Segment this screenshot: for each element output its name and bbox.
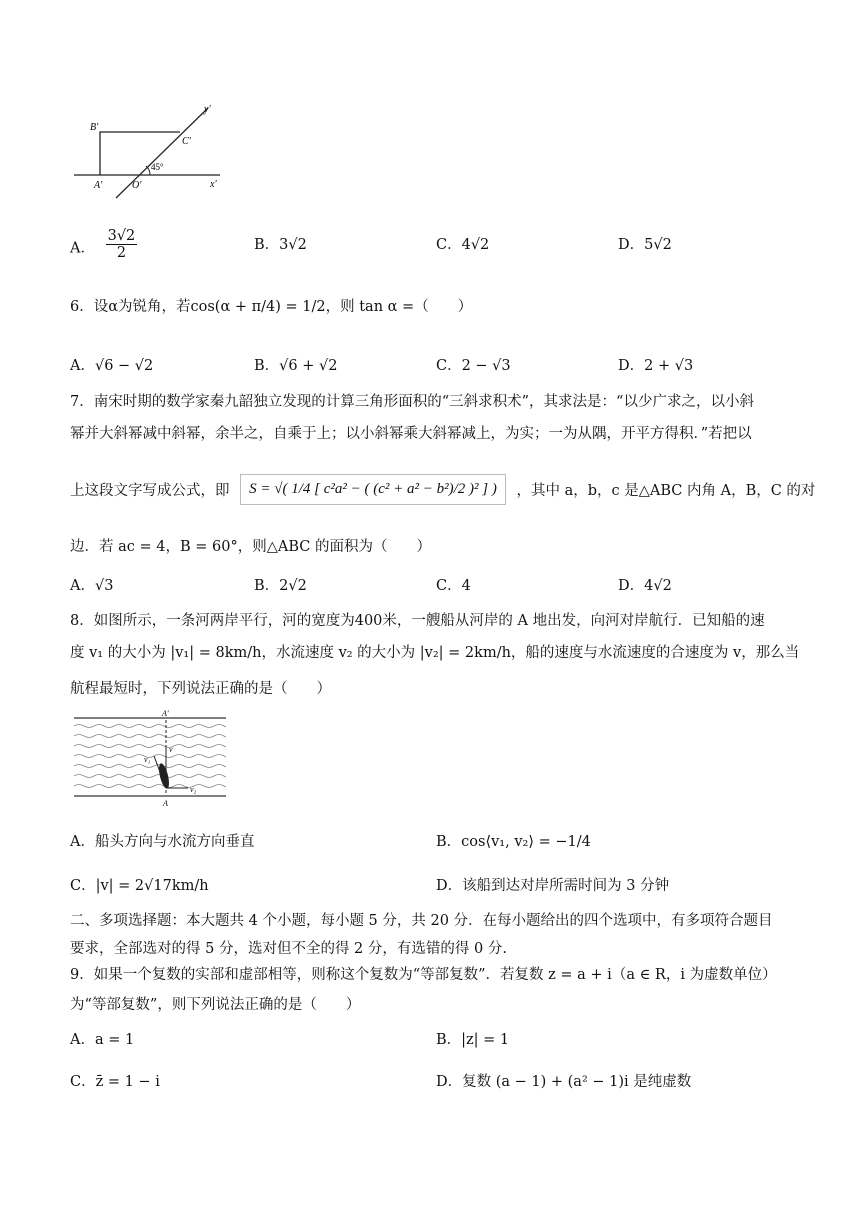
option-a-label: A．: [70, 240, 95, 257]
q8-option-d: D．该船到达对岸所需时间为 3 分钟: [436, 878, 670, 894]
fraction-denominator: 2: [116, 245, 127, 261]
q8-line-3: 航程最短时，下列说法正确的是（ ）: [70, 681, 331, 697]
fraction-numerator: 3√2: [107, 228, 136, 244]
q7-line-3-suffix: ，其中 a，b，c 是△ABC 内角 A，B，C 的对: [516, 483, 816, 499]
label-angle: 45°: [151, 162, 164, 172]
boat-shape: [157, 762, 171, 789]
oblique-axes-figure: [70, 100, 230, 200]
q8-line-2: 度 v₁ 的大小为 |v₁| = 8km/h，水流速度 v₂ 的大小为 |v₂| = 2km/h，船的速度与水流速度的合速度为 v，那么当: [70, 645, 800, 661]
q7-line-3-prefix: 上这段文字写成公式，即: [70, 483, 230, 499]
q8-option-b: B．cos⟨v₁, v₂⟩ = −1/4: [436, 834, 591, 850]
q7-option-d: D．4√2: [618, 578, 672, 594]
q8-line-1: 8．如图所示，一条河两岸平行，河的宽度为400米，一艘船从河岸的 A 地出发，向河对岸航行．已知船的速: [70, 613, 765, 629]
label-v1: v₁: [144, 755, 151, 764]
q9-line-2: 为“等部复数”，则下列说法正确的是（ ）: [70, 997, 361, 1013]
q7-line-2: 幂并大斜幂减中斜幂，余半之，自乘于上；以小斜幂乘大斜幂减上，为实；一为从隅，开平方得积．”若把以: [70, 426, 752, 442]
q6-stem: 6．设α为锐角，若cos(α + π/4) = 1/2，则 tan α =（ ）: [70, 299, 473, 315]
y-axis-line: [116, 108, 208, 198]
label-y: y': [204, 104, 211, 115]
label-o: O': [132, 180, 142, 191]
q7-option-b: B．2√2: [254, 578, 307, 594]
q7-line-4: 边．若 ac = 4，B = 60°，则△ABC 的面积为（ ）: [70, 539, 431, 555]
q9-option-c: C．z̄ = 1 − i: [70, 1074, 160, 1090]
label-a-prime: A': [162, 709, 169, 718]
section2-line-2: 要求，全部选对的得 5 分，选对但不全的得 2 分，有选错的得 0 分.: [70, 941, 507, 957]
option-a-fraction: [106, 228, 138, 261]
q6-option-c: C．2 − √3: [436, 358, 511, 374]
q9-option-b: B．|z| = 1: [436, 1032, 510, 1048]
label-x: x': [210, 179, 217, 190]
q5-option-c: C．4√2: [436, 237, 490, 253]
q5-option-d: D．5√2: [618, 237, 672, 253]
q7-option-a: A．√3: [70, 578, 114, 594]
q5-option-b: B．3√2: [254, 237, 307, 253]
label-v2: v₂: [190, 785, 197, 794]
q6-option-a: A．√6 − √2: [70, 358, 154, 374]
q8-option-a: A．船头方向与水流方向垂直: [70, 834, 255, 850]
q5-option-a: [70, 228, 137, 265]
q7-line-1: 7．南宋时期的数学家秦九韶独立发现的计算三角形面积的“三斜求积术”，其求法是：“以少广求之，以小斜: [70, 394, 754, 410]
label-c: C': [182, 136, 191, 147]
river-svg: [74, 708, 226, 808]
label-a: A': [94, 180, 103, 191]
river-figure: [74, 708, 226, 808]
q9-line-1: 9．如果一个复数的实部和虚部相等，则称这个复数为“等部复数”．若复数 z = a + i（a ∈ R，i 为虚数单位）: [70, 967, 777, 983]
q9-option-d: D．复数 (a − 1) + (a² − 1)i 是纯虚数: [436, 1074, 692, 1090]
label-b: B': [90, 122, 99, 133]
q8-option-c: C．|v| = 2√17km/h: [70, 878, 209, 894]
q7-option-c: C．4: [436, 578, 471, 594]
section2-line-1: 二、多项选择题：本大题共 4 个小题，每小题 5 分，共 20 分．在每小题给出的四个选项中，有多项符合题目: [70, 913, 773, 929]
label-v: v: [169, 745, 173, 754]
q6-option-d: D．2 + √3: [618, 358, 694, 374]
heron-formula: S = √( 1/4 [ c²a² − ( (c² + a² − b²)/2 )² ] ): [240, 474, 506, 505]
q9-option-a: A．a = 1: [70, 1032, 135, 1048]
q7-line-3: [70, 476, 815, 507]
q6-option-b: B．√6 + √2: [254, 358, 338, 374]
label-a-bottom: A: [163, 799, 168, 808]
oblique-axes-svg: [70, 100, 230, 200]
parallelogram-edges: [100, 132, 180, 175]
